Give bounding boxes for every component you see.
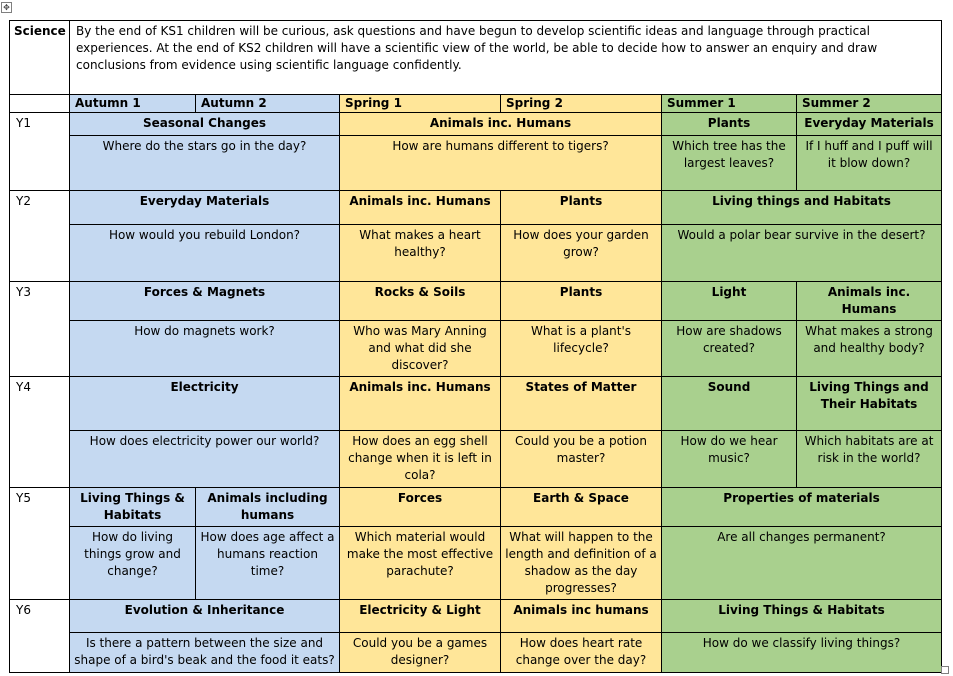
topic-title: Forces & Magnets xyxy=(70,282,340,321)
table-move-handle-icon[interactable]: ✥ xyxy=(1,2,12,13)
term-header-summer-2: Summer 2 xyxy=(797,95,942,113)
term-header-spring-2: Spring 2 xyxy=(501,95,662,113)
topic-title: Rocks & Soils xyxy=(340,282,501,321)
year-label-y6: Y6 xyxy=(10,600,70,673)
year-label-y3: Y3 xyxy=(10,282,70,377)
topic-title: Living Things & Habitats xyxy=(662,600,942,633)
topic-title: Earth & Space xyxy=(501,488,662,527)
topic-title: Electricity xyxy=(70,377,340,431)
topic-title: Properties of materials xyxy=(662,488,942,527)
year-label-y2: Y2 xyxy=(10,191,70,282)
topic-title: Living Things & Habitats xyxy=(70,488,196,527)
enquiry-question: What is a plant's lifecycle? xyxy=(501,321,662,377)
enquiry-question: Which tree has the largest leaves? xyxy=(662,136,797,191)
enquiry-question: Could you be a games designer? xyxy=(340,633,501,673)
enquiry-question: What makes a heart healthy? xyxy=(340,225,501,282)
topic-title: Seasonal Changes xyxy=(70,113,340,136)
enquiry-question: How do magnets work? xyxy=(70,321,340,377)
topic-title: Light xyxy=(662,282,797,321)
enquiry-question: How do we classify living things? xyxy=(662,633,942,673)
term-header-summer-1: Summer 1 xyxy=(662,95,797,113)
enquiry-question: Who was Mary Anning and what did she discover? xyxy=(340,321,501,377)
enquiry-question: Which habitats are at risk in the world? xyxy=(797,431,942,488)
enquiry-question: How does your garden grow? xyxy=(501,225,662,282)
science-curriculum-table xyxy=(9,20,942,673)
term-header-spring-1: Spring 1 xyxy=(340,95,501,113)
topic-title: Animals inc. Humans xyxy=(797,282,942,321)
term-header-autumn-1: Autumn 1 xyxy=(70,95,196,113)
topic-title: Animals inc. Humans xyxy=(340,191,501,225)
topic-title: States of Matter xyxy=(501,377,662,431)
topic-title: Plants xyxy=(662,113,797,136)
topic-title: Animals inc. Humans xyxy=(340,377,501,431)
intro-text: By the end of KS1 children will be curious, ask questions and have begun to develop scientific ideas and language through practical experiences. At the end of KS2 children will have a scientific view of the world, be able to decide how to answer an enquiry and draw conclusions from evidence using scientific language confidently. xyxy=(70,21,942,95)
enquiry-question: Is there a pattern between the size and shape of a bird's beak and the food it eats? xyxy=(70,633,340,673)
enquiry-question: Where do the stars go in the day? xyxy=(70,136,340,191)
table-resize-handle-icon[interactable] xyxy=(941,666,949,674)
enquiry-question: Which material would make the most effective parachute? xyxy=(340,527,501,600)
enquiry-question: How would you rebuild London? xyxy=(70,225,340,282)
enquiry-question: Would a polar bear survive in the desert? xyxy=(662,225,942,282)
topic-title: Plants xyxy=(501,191,662,225)
enquiry-question: How do we hear music? xyxy=(662,431,797,488)
enquiry-question: How are shadows created? xyxy=(662,321,797,377)
topic-title: Living things and Habitats xyxy=(662,191,942,225)
enquiry-question: How does an egg shell change when it is left in cola? xyxy=(340,431,501,488)
topic-title: Electricity & Light xyxy=(340,600,501,633)
enquiry-question: How are humans different to tigers? xyxy=(340,136,662,191)
topic-title: Plants xyxy=(501,282,662,321)
topic-title: Evolution & Inheritance xyxy=(70,600,340,633)
year-label-y5: Y5 xyxy=(10,488,70,600)
enquiry-question: What will happen to the length and definition of a shadow as the day progresses? xyxy=(501,527,662,600)
enquiry-question: Could you be a potion master? xyxy=(501,431,662,488)
subject-label: Science xyxy=(10,21,70,95)
topic-title: Living Things and Their Habitats xyxy=(797,377,942,431)
enquiry-question: How do living things grow and change? xyxy=(70,527,196,600)
enquiry-question: If I huff and I puff will it blow down? xyxy=(797,136,942,191)
topic-title: Sound xyxy=(662,377,797,431)
year-label-y4: Y4 xyxy=(10,377,70,488)
topic-title: Animals inc humans xyxy=(501,600,662,633)
topic-title: Everyday Materials xyxy=(70,191,340,225)
year-label-y1: Y1 xyxy=(10,113,70,191)
enquiry-question: How does electricity power our world? xyxy=(70,431,340,488)
topic-title: Animals inc. Humans xyxy=(340,113,662,136)
topic-title: Forces xyxy=(340,488,501,527)
enquiry-question: How does age affect a humans reaction time? xyxy=(196,527,340,600)
topic-title: Animals including humans xyxy=(196,488,340,527)
topic-title: Everyday Materials xyxy=(797,113,942,136)
enquiry-question: Are all changes permanent? xyxy=(662,527,942,600)
enquiry-question: What makes a strong and healthy body? xyxy=(797,321,942,377)
enquiry-question: How does heart rate change over the day? xyxy=(501,633,662,673)
term-header-autumn-2: Autumn 2 xyxy=(196,95,340,113)
blank-header-cell xyxy=(10,95,70,113)
